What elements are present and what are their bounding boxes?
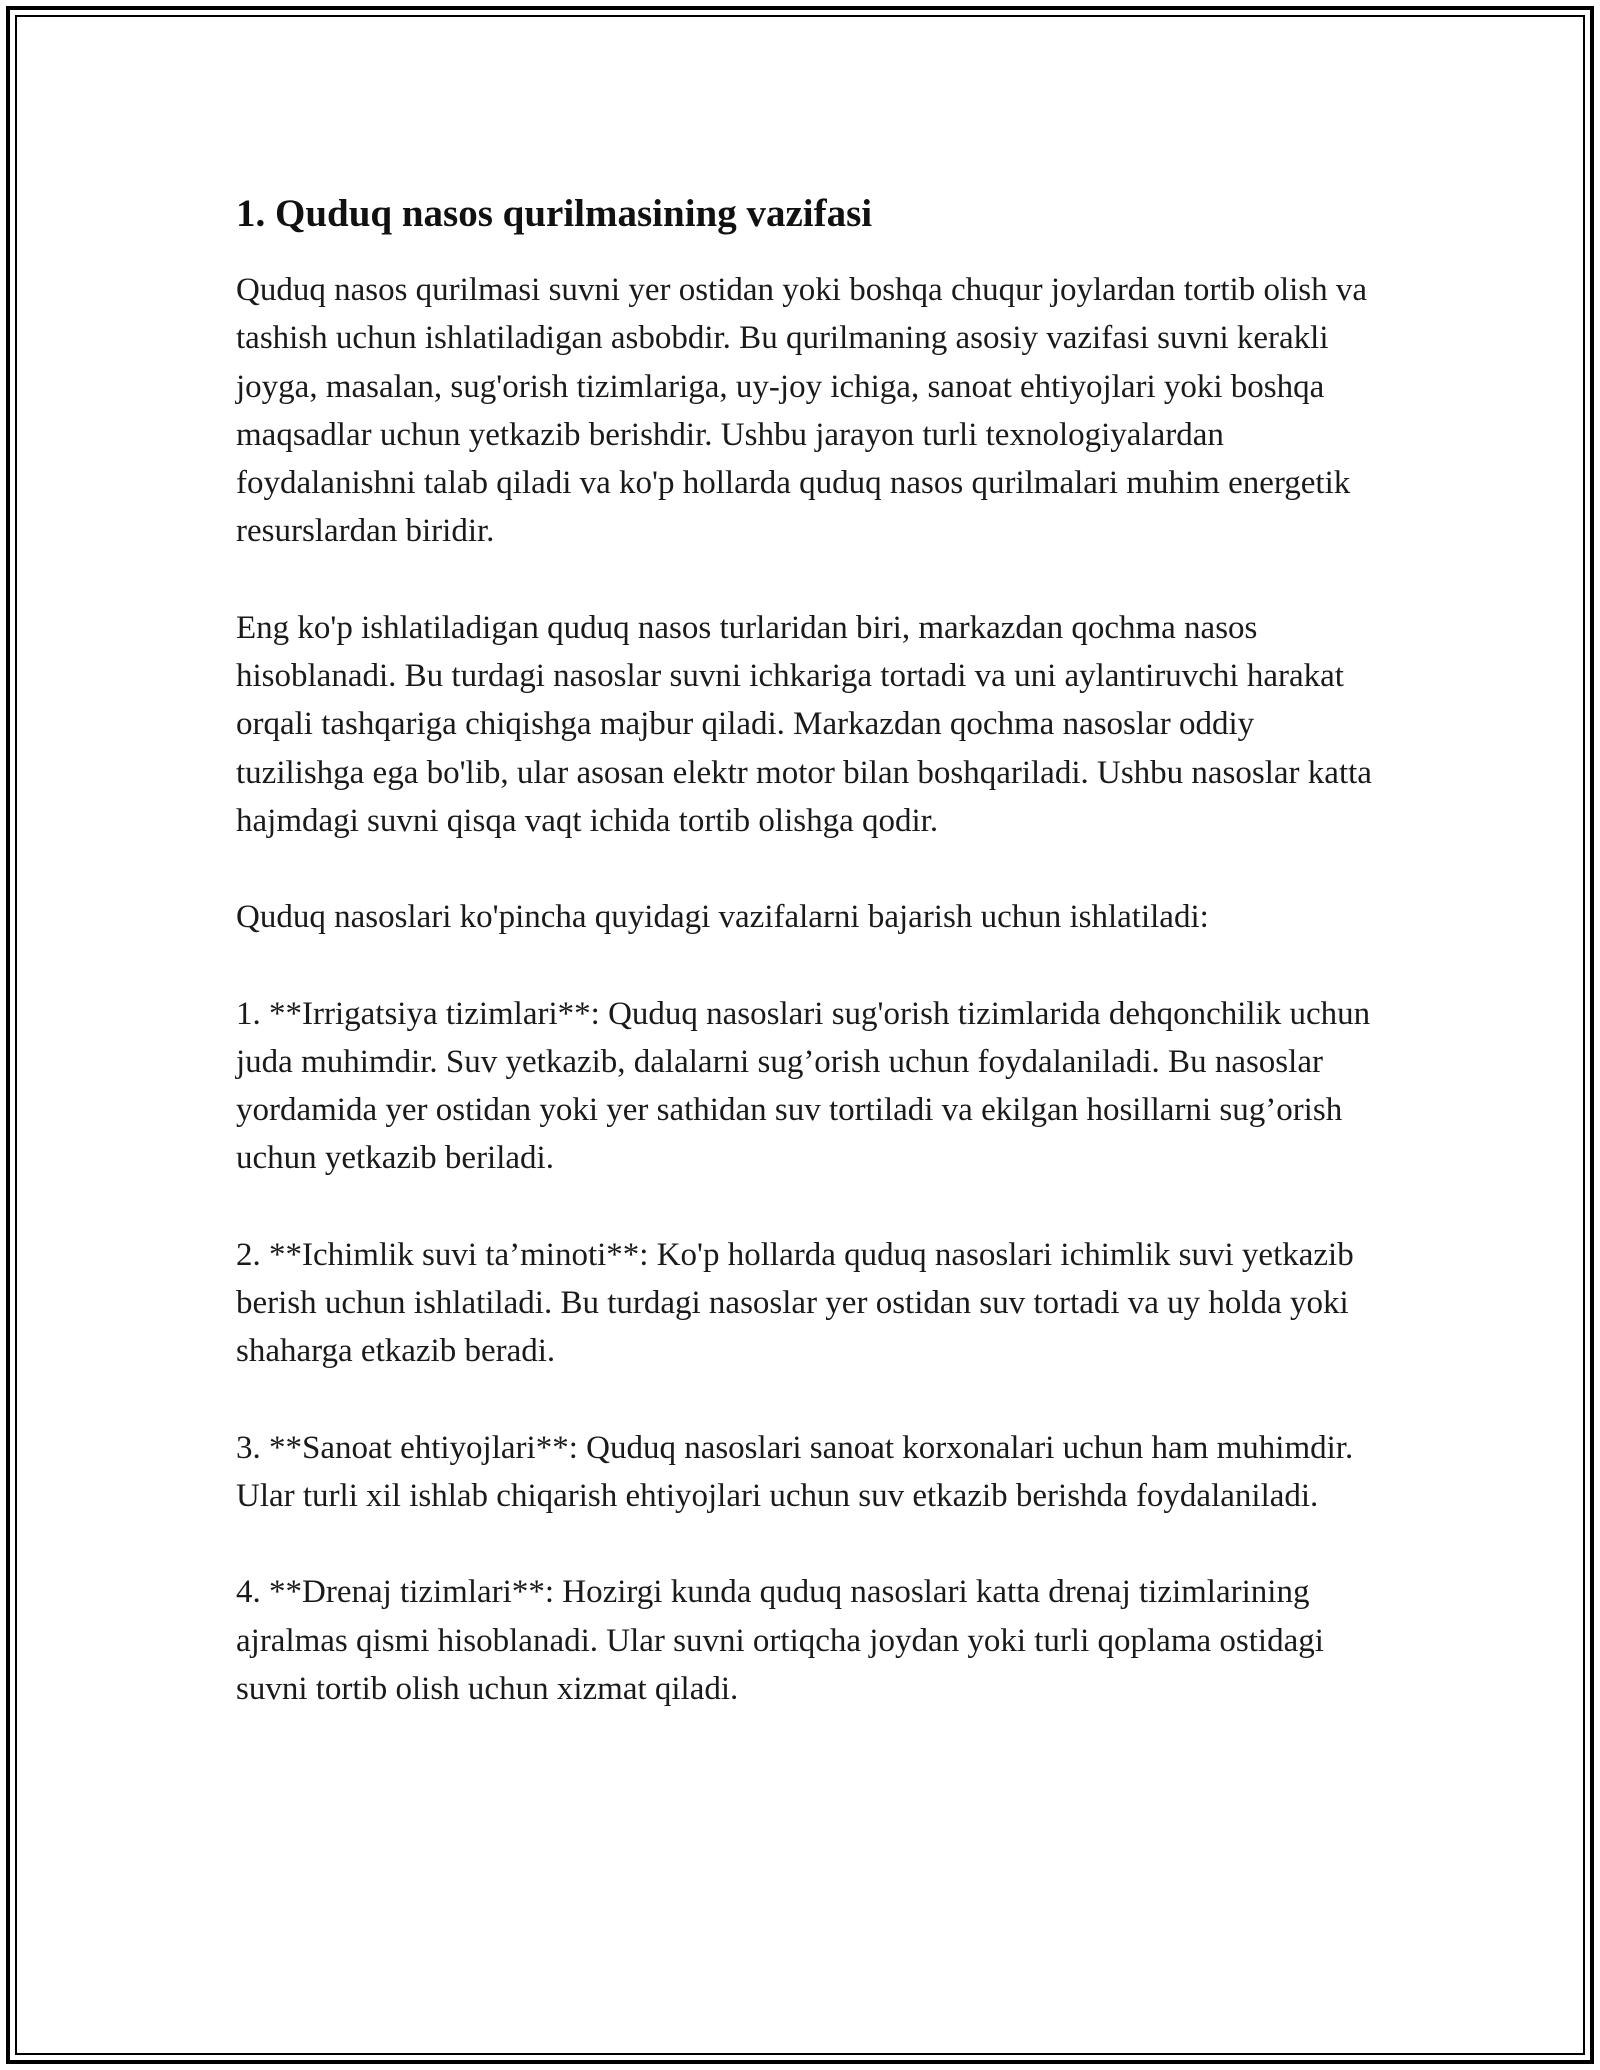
list-item-drinking-water: 2. **Ichimlik suvi ta’minoti**: Ko'p hollarda quduq nasoslari ichimlik suvi yetkazib berish uchun ishlatiladi. Bu turdagi nasoslar yer ostidan suv tortadi va uy holda yoki shaharga etkazib beradi. bbox=[236, 1236, 1354, 1370]
list-item-industry: 3. **Sanoat ehtiyojlari**: Quduq nasoslari sanoat korxonalari uchun ham muhimdir. Ular turli xil ishlab chiqarish ehtiyojlari uchun suv etkazib berishda foydalaniladi. bbox=[236, 1429, 1354, 1514]
document-body bbox=[236, 188, 1376, 1713]
list-item-irrigation: 1. **Irrigatsiya tizimlari**: Quduq nasoslari sug'orish tizimlarida dehqonchilik uchun juda muhimdir. Suv yetkazib, dalalarni sug’orish uchun foydalaniladi. Bu nasoslar yordamida yer ostidan yoki yer sathidan suv tortiladi va ekilgan hosillarni sug’orish uchun yetkazib beriladi. bbox=[236, 995, 1371, 1177]
list-item-drainage: 4. **Drenaj tizimlari**: Hozirgi kunda quduq nasoslari katta drenaj tizimlarining ajralmas qismi hisoblanadi. Ular suvni ortiqcha joydan yoki turli qoplama ostidagi suvni tortib olish uchun xizmat qiladi. bbox=[236, 1574, 1324, 1707]
paragraph-list-intro: Quduq nasoslari ko'pincha quyidagi vazifalarni bajarish uchun ishlatiladi: bbox=[236, 899, 1209, 936]
paragraph-intro: Quduq nasos qurilmasi suvni yer ostidan yoki boshqa chuqur joylardan tortib olish va tashish uchun ishlatiladigan asbobdir. Bu qurilmaning asosiy vazifasi suvni kerakli joyga, masalan, sug'orish tizimlariga, uy-joy ichiga, sanoat ehtiyojlari yoki boshqa maqsadlar uchun yetkazib berishdir. Ushbu jarayon turli texnologiyalardan foydalanishni talab qiladi va ko'p hollarda quduq nasos qurilmalari muhim energetik resurslardan biridir. bbox=[236, 272, 1368, 550]
paragraph-centrifugal-pump: Eng ko'p ishlatiladigan quduq nasos turlaridan biri, markazdan qochma nasos hisoblanadi. Bu turdagi nasoslar suvni ichkariga tortadi va uni aylantiruvchi harakat orqali tashqariga chiqishga majbur qiladi. Markazdan qochma nasoslar oddiy tuzilishga ega bo'lib, ular asosan elektr motor bilan boshqariladi. Ushbu nasoslar katta hajmdagi suvni qisqa vaqt ichida tortib olishga qodir. bbox=[236, 609, 1372, 839]
section-title: 1. Quduq nasos qurilmasining vazifasi bbox=[236, 192, 873, 235]
